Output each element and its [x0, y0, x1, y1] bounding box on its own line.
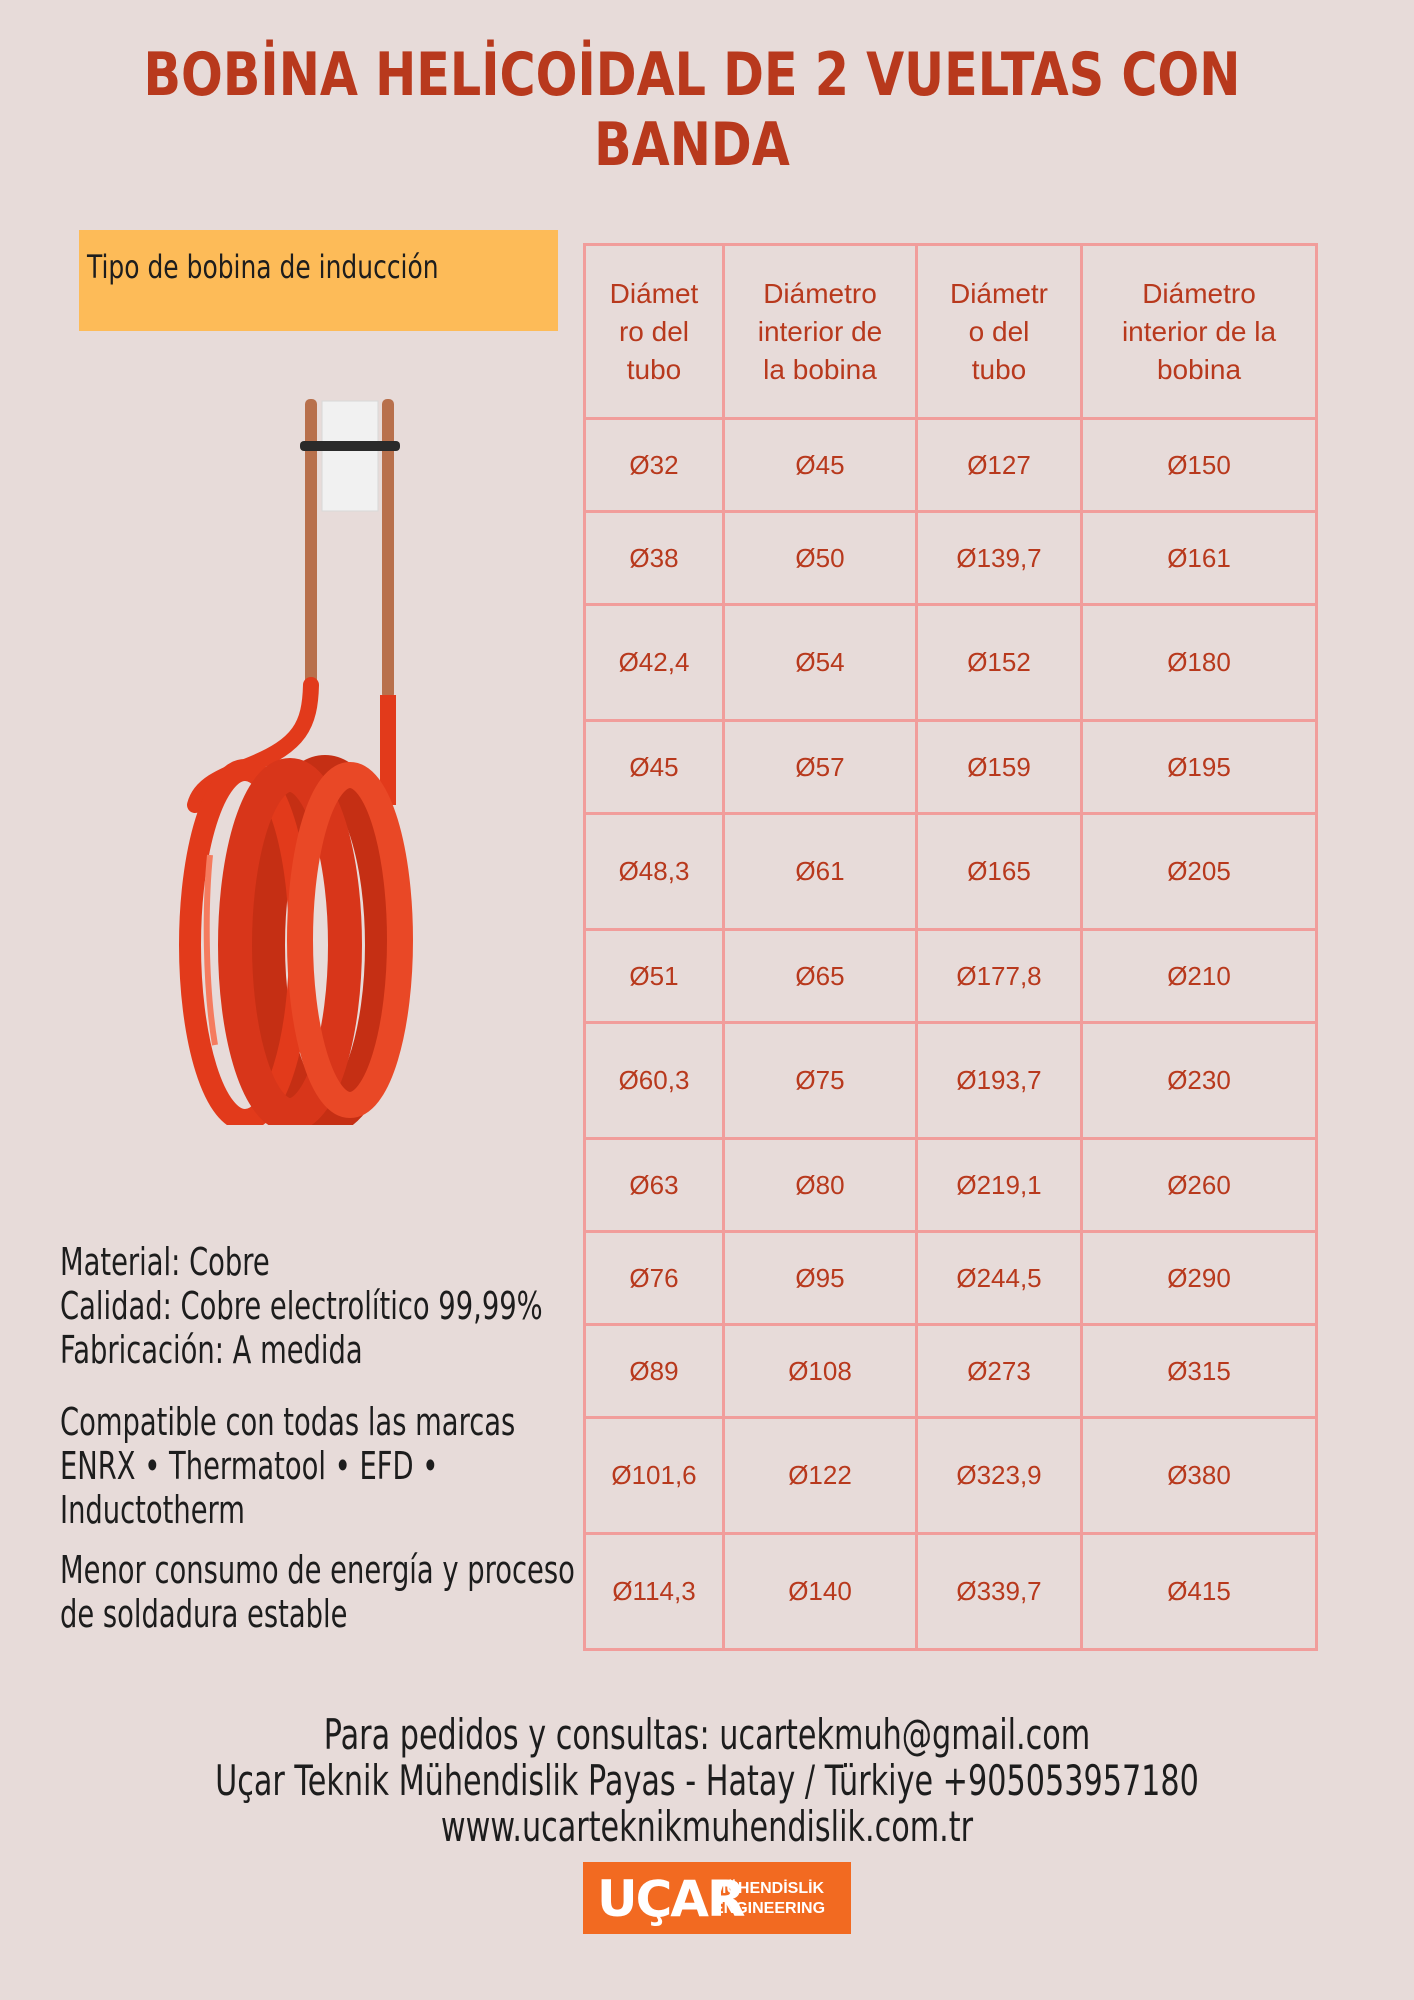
- table-cell: Ø95: [724, 1232, 917, 1325]
- table-row: [585, 512, 1317, 605]
- spec-energy-2: de soldadura estable: [60, 1592, 348, 1636]
- table-cell: Ø177,8: [917, 930, 1082, 1023]
- table-cell: Ø32: [585, 419, 724, 512]
- table-cell: Ø290: [1082, 1232, 1317, 1325]
- table-cell: Ø415: [1082, 1534, 1317, 1650]
- page-title: BOBİNA HELİCOİDAL DE 2 VUELTAS CON BANDA: [143, 40, 1241, 180]
- table-cell: Ø380: [1082, 1418, 1317, 1534]
- induction-coil-image: [150, 385, 440, 1125]
- table-cell: Ø230: [1082, 1023, 1317, 1139]
- table-cell: Ø219,1: [917, 1139, 1082, 1232]
- contact-address-line: Uçar Teknik Mühendislik Payas - Hatay / Türkiye +905053957180: [215, 1756, 1199, 1805]
- coil-type-label: Tipo de bobina de inducción: [87, 248, 439, 286]
- table-cell: Ø51: [585, 930, 724, 1023]
- header-line: Diámetro: [763, 277, 877, 309]
- table-row: [585, 605, 1317, 721]
- table-cell: Ø50: [724, 512, 917, 605]
- header-line: bobina: [1156, 353, 1242, 385]
- table-cell: Ø260: [1082, 1139, 1317, 1232]
- table-row: [585, 1232, 1317, 1325]
- header-line: ro del: [618, 315, 690, 347]
- table-cell: Ø152: [917, 605, 1082, 721]
- table-cell: Ø63: [585, 1139, 724, 1232]
- table-cell: Ø210: [1082, 930, 1317, 1023]
- table-cell: Ø65: [724, 930, 917, 1023]
- table-cell: Ø45: [724, 419, 917, 512]
- cable-tie: [300, 441, 400, 451]
- table-cell: Ø60,3: [585, 1023, 724, 1139]
- header-line: tubo: [626, 353, 682, 385]
- table-cell: Ø114,3: [585, 1534, 724, 1650]
- header-inner-diameter-1: [724, 245, 917, 419]
- table-cell: Ø108: [724, 1325, 917, 1418]
- dimensions-table: [583, 243, 1318, 1651]
- table-cell: Ø127: [917, 419, 1082, 512]
- table-cell: Ø89: [585, 1325, 724, 1418]
- table-cell: Ø75: [724, 1023, 917, 1139]
- header-line: tubo: [971, 353, 1027, 385]
- insulator-block: [322, 401, 378, 511]
- table-cell: Ø76: [585, 1232, 724, 1325]
- header-tube-diameter-1: [585, 245, 724, 419]
- table-cell: Ø45: [585, 721, 724, 814]
- table-cell: Ø315: [1082, 1325, 1317, 1418]
- table-cell: Ø205: [1082, 814, 1317, 930]
- coil-highlight: [207, 855, 215, 1045]
- header-line: la bobina: [763, 353, 877, 385]
- header-line: Diámetr: [949, 277, 1048, 309]
- table-row: [585, 1534, 1317, 1650]
- table-cell: Ø57: [724, 721, 917, 814]
- table-cell: Ø54: [724, 605, 917, 721]
- spec-manufacturing: Fabricación: A medida: [60, 1328, 363, 1372]
- logo-wordmark: UÇAR: [597, 1870, 744, 1928]
- table-cell: Ø339,7: [917, 1534, 1082, 1650]
- table-header-row: [585, 245, 1317, 419]
- table-cell: Ø273: [917, 1325, 1082, 1418]
- table-cell: Ø101,6: [585, 1418, 724, 1534]
- table-row: [585, 930, 1317, 1023]
- header-tube-diameter-2: [917, 245, 1082, 419]
- table-cell: Ø180: [1082, 605, 1317, 721]
- table-cell: Ø195: [1082, 721, 1317, 814]
- table-cell: Ø165: [917, 814, 1082, 930]
- spec-compat-1: Compatible con todas las marcas: [60, 1400, 516, 1444]
- table-row: [585, 1325, 1317, 1418]
- contact-website-line: www.ucarteknikmuhendislik.com.tr: [440, 1802, 974, 1851]
- table-cell: Ø61: [724, 814, 917, 930]
- header-line: Diámetro: [1142, 277, 1256, 309]
- table-cell: Ø140: [724, 1534, 917, 1650]
- spec-quality: Calidad: Cobre electrolítico 99,99%: [60, 1284, 543, 1328]
- table-cell: Ø159: [917, 721, 1082, 814]
- spec-energy-1: Menor consumo de energía y proceso: [60, 1548, 575, 1592]
- table-cell: Ø193,7: [917, 1023, 1082, 1139]
- specifications: [60, 1240, 580, 1636]
- table-cell: Ø161: [1082, 512, 1317, 605]
- logo-subtitle-en: ENGINEERING: [713, 1900, 826, 1917]
- contact-footer: [0, 1712, 1414, 1850]
- header-line: interior de la: [1121, 315, 1277, 347]
- table-cell: Ø80: [724, 1139, 917, 1232]
- table-cell: Ø48,3: [585, 814, 724, 930]
- table-cell: Ø38: [585, 512, 724, 605]
- table-cell: Ø122: [724, 1418, 917, 1534]
- table-row: [585, 1023, 1317, 1139]
- contact-email-line: Para pedidos y consultas: ucartekmuh@gmail.com: [323, 1710, 1091, 1759]
- table-cell: Ø42,4: [585, 605, 724, 721]
- header-line: interior de: [757, 315, 883, 347]
- table-cell: Ø244,5: [917, 1232, 1082, 1325]
- table-row: [585, 721, 1317, 814]
- spec-compat-3: Inductotherm: [60, 1488, 245, 1532]
- header-inner-diameter-2: [1082, 245, 1317, 419]
- logo-subtitle-tr: MÜHENDİSLİK: [713, 1880, 825, 1897]
- table-row: [585, 814, 1317, 930]
- spec-material: Material: Cobre: [60, 1240, 270, 1284]
- table-row: [585, 1139, 1317, 1232]
- header-line: Diámet: [609, 277, 699, 309]
- coil-type-banner: [79, 230, 558, 331]
- table-cell: Ø139,7: [917, 512, 1082, 605]
- table-cell: Ø150: [1082, 419, 1317, 512]
- table-row: [585, 419, 1317, 512]
- header-line: o del: [968, 315, 1030, 347]
- spec-compat-2: ENRX • Thermatool • EFD •: [60, 1444, 439, 1488]
- table-cell: Ø323,9: [917, 1418, 1082, 1534]
- table-row: [585, 1418, 1317, 1534]
- company-logo: [583, 1862, 851, 1934]
